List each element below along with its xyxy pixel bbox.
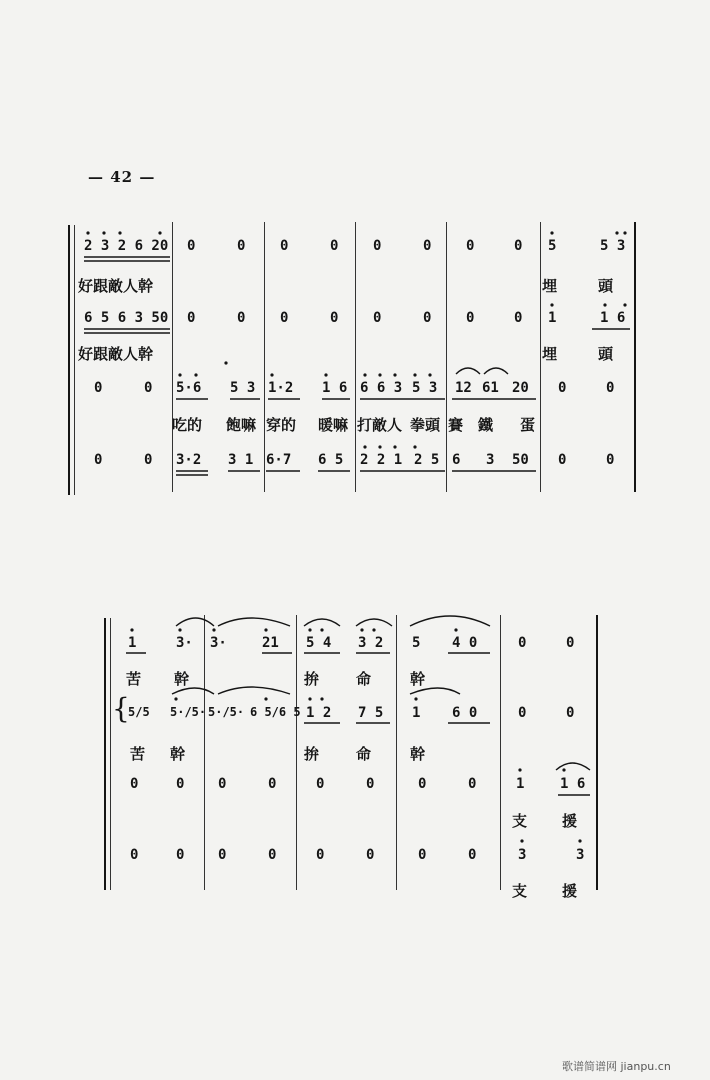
rest: 0	[514, 310, 523, 326]
note: 3	[576, 847, 585, 863]
lyric: 穿的	[266, 416, 297, 434]
note-group: 1 6	[560, 776, 586, 792]
rest: 0	[423, 238, 432, 254]
lyric: 拚	[304, 670, 320, 688]
rest: 0	[144, 452, 153, 468]
note-group: 2 3 2 6 20	[84, 238, 169, 254]
note-group: 5 3	[600, 238, 626, 254]
rest: 0	[94, 452, 103, 468]
note-group: 1 6	[322, 380, 348, 396]
lyric: 打敵人	[357, 416, 403, 434]
rest: 0	[518, 635, 527, 651]
rest: 0	[218, 847, 227, 863]
note-group: 1 6	[600, 310, 626, 326]
rest: 0	[373, 238, 382, 254]
lyric: 支	[512, 812, 528, 830]
note-group: 3 2	[358, 635, 384, 651]
rest: 0	[280, 238, 289, 254]
note-group: 1 2	[306, 705, 332, 721]
rest: 0	[606, 452, 615, 468]
rest: 0	[237, 238, 246, 254]
lyric: 幹	[170, 745, 186, 763]
rest: 0	[187, 238, 196, 254]
rest: 0	[237, 310, 246, 326]
note: 5	[412, 635, 421, 651]
lyric: 埋	[542, 345, 558, 363]
rest: 0	[466, 310, 475, 326]
lyric: 鐵	[478, 416, 494, 434]
note: 3·	[210, 635, 227, 651]
lyric: 蛋	[520, 416, 536, 434]
note: 1	[412, 705, 421, 721]
lyric: 苦	[126, 670, 142, 688]
note-group: 6 5	[318, 452, 344, 468]
lyric: 幹	[410, 670, 426, 688]
note: 1	[548, 310, 557, 326]
rest: 0	[316, 776, 325, 792]
note-stack: 5·/5·	[208, 705, 245, 719]
note-group: 1·2	[268, 380, 294, 396]
note-group: 5 3	[412, 380, 438, 396]
rest: 0	[366, 776, 375, 792]
note-group: 2 2 1	[360, 452, 403, 468]
note-group: 6·7	[266, 452, 292, 468]
lyric: 吃的	[172, 416, 203, 434]
lyric: 拳頭	[410, 416, 441, 434]
rest: 0	[268, 776, 277, 792]
note-group: 5 3	[230, 380, 256, 396]
rest: 0	[330, 310, 339, 326]
rest: 0	[566, 705, 575, 721]
rest: 0	[423, 310, 432, 326]
rest: 0	[130, 847, 139, 863]
note-group: 6 5 6 3 50	[84, 310, 169, 326]
rest: 0	[606, 380, 615, 396]
rest: 0	[176, 776, 185, 792]
lyric: 幹	[410, 745, 426, 763]
note-group: 6 6 3	[360, 380, 403, 396]
lyric: 頭	[598, 277, 614, 295]
rest: 0	[94, 380, 103, 396]
rest: 0	[218, 776, 227, 792]
lyric: 支	[512, 882, 528, 900]
note-group: 5 4	[306, 635, 332, 651]
lyric: 飽嘛	[226, 416, 257, 434]
note-group: 61	[482, 380, 499, 396]
lyric: 埋	[542, 277, 558, 295]
rest: 0	[558, 380, 567, 396]
note-group: 3 1	[228, 452, 254, 468]
rest: 0	[330, 238, 339, 254]
note-group: 3·2	[176, 452, 202, 468]
rest: 0	[130, 776, 139, 792]
rest: 0	[514, 238, 523, 254]
brace-symbol: {	[112, 692, 130, 725]
lyric: 命	[356, 745, 372, 763]
note: 1	[516, 776, 525, 792]
note: 3·	[176, 635, 193, 651]
rest: 0	[366, 847, 375, 863]
note: 3	[518, 847, 527, 863]
note-group: 21	[262, 635, 279, 651]
note-stack: 6 5/6 5	[250, 705, 301, 719]
lyric: 命	[356, 670, 372, 688]
note-stack: 5/5	[128, 705, 150, 719]
rest: 0	[268, 847, 277, 863]
rest: 0	[373, 310, 382, 326]
rest: 0	[418, 776, 427, 792]
rest: 0	[566, 635, 575, 651]
lyric: 援	[562, 812, 578, 830]
lyric: 援	[562, 882, 578, 900]
note-group: 6 0	[452, 705, 478, 721]
note-group: 4 0	[452, 635, 478, 651]
rest: 0	[144, 380, 153, 396]
rest: 0	[518, 705, 527, 721]
note-group: 2 5	[414, 452, 440, 468]
lyric: 拚	[304, 745, 320, 763]
rest: 0	[187, 310, 196, 326]
rest: 0	[466, 238, 475, 254]
rest: 0	[468, 847, 477, 863]
lyric: 苦	[130, 745, 146, 763]
lyric: 好跟敵人幹	[78, 277, 154, 295]
lyric: 幹	[174, 670, 190, 688]
note-stack: 5·/5·	[170, 705, 207, 719]
lyric: 賽	[448, 416, 464, 434]
note: 1	[128, 635, 137, 651]
page-number: — 42 —	[88, 168, 156, 186]
note-group: 5·6	[176, 380, 202, 396]
lyric: 好跟敵人幹	[78, 345, 154, 363]
watermark: 歌谱简谱网 jianpu.cn	[562, 1060, 671, 1073]
note-group: 50	[512, 452, 529, 468]
note-group: 7 5	[358, 705, 384, 721]
rest: 0	[558, 452, 567, 468]
note-group: 12	[455, 380, 472, 396]
lyric: 頭	[598, 345, 614, 363]
rest: 0	[468, 776, 477, 792]
rest: 0	[280, 310, 289, 326]
note: 5	[548, 238, 557, 254]
note-group: 20	[512, 380, 529, 396]
rest: 0	[176, 847, 185, 863]
lyric: 暖嘛	[318, 416, 349, 434]
note: 3	[486, 452, 495, 468]
note: 6	[452, 452, 461, 468]
rest: 0	[316, 847, 325, 863]
rest: 0	[418, 847, 427, 863]
